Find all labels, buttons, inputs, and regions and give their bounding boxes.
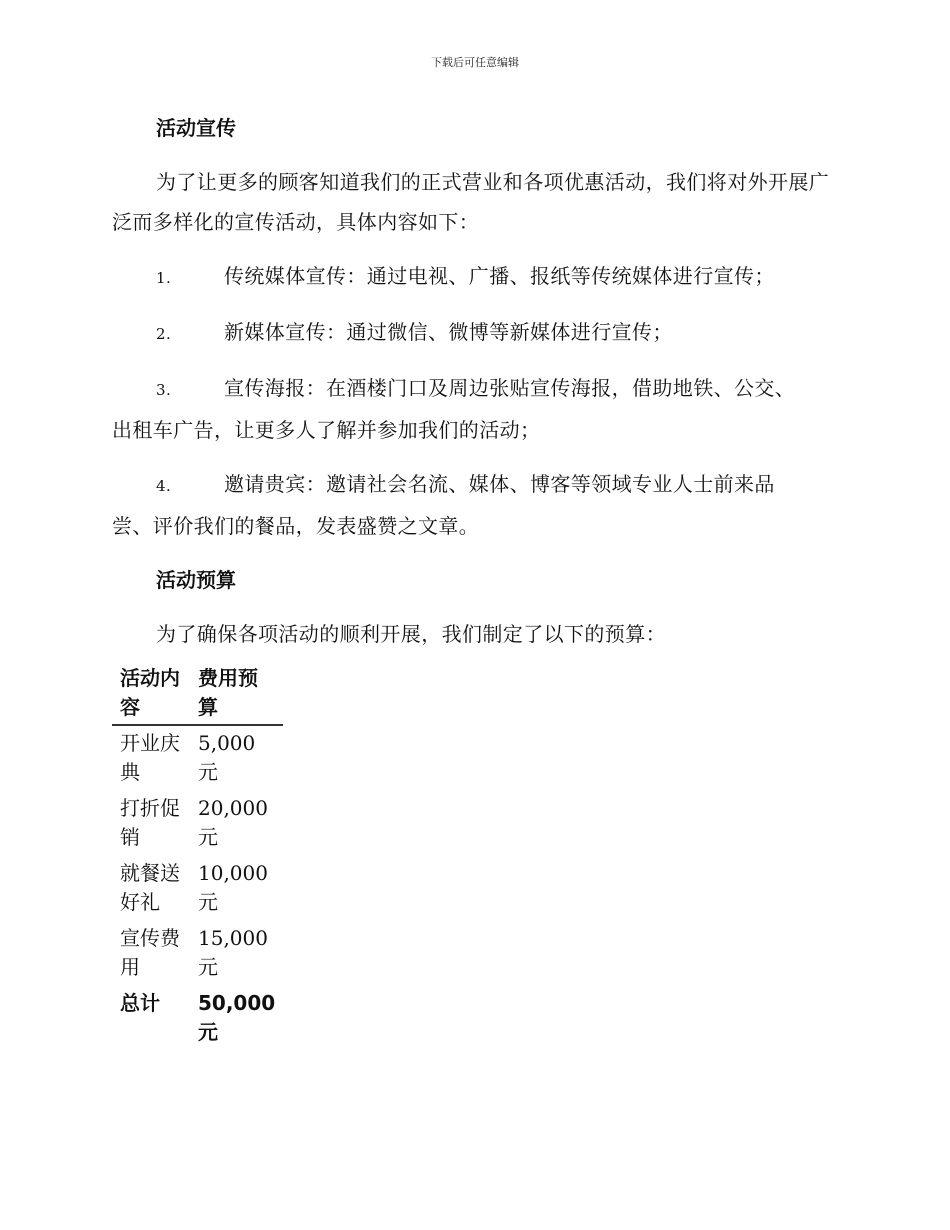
table-header-row — [112, 664, 283, 725]
total-label-cell: 总计 — [120, 991, 160, 1015]
list-number: 2. — [156, 325, 172, 343]
table-row — [112, 856, 283, 921]
list-item — [112, 256, 838, 298]
cost-cell: 10,000 元 — [198, 861, 268, 914]
list-item-text: 宣传海报：在酒楼门口及周边张贴宣传海报，借助地铁、公交、 — [224, 376, 796, 400]
list-item — [112, 368, 838, 450]
cost-cell: 20,000 元 — [198, 796, 268, 849]
list-item-continuation: 尝、评价我们的餐品，发表盛赞之文章。 — [112, 514, 480, 538]
header-note: 下载后可任意编辑 — [431, 56, 519, 69]
activity-cell: 就餐送好礼 — [120, 861, 180, 914]
budget-table — [112, 664, 283, 1051]
table-row — [112, 921, 283, 986]
section-heading-budget: 活动预算 — [156, 568, 236, 592]
list-number: 3. — [156, 381, 172, 399]
column-header-activity: 活动内容 — [112, 664, 190, 725]
cost-cell: 15,000 元 — [198, 926, 268, 979]
table-row — [112, 725, 283, 791]
activity-cell: 宣传费用 — [120, 926, 180, 979]
list-item — [112, 312, 838, 354]
list-number: 4. — [156, 477, 172, 495]
column-header-cost: 费用预算 — [190, 664, 283, 725]
list-item — [112, 464, 838, 546]
list-item-continuation: 出租车广告，让更多人了解并参加我们的活动； — [112, 418, 541, 442]
list-number: 1. — [156, 269, 172, 287]
activity-cell: 开业庆典 — [120, 731, 180, 784]
budget-intro: 为了确保各项活动的顺利开展，我们制定了以下的预算： — [156, 622, 666, 646]
table-total-row — [112, 986, 283, 1051]
list-item-text: 邀请贵宾：邀请社会名流、媒体、博客等领域专业人士前来品 — [224, 472, 775, 496]
table-row — [112, 791, 283, 856]
document-body — [112, 108, 838, 1051]
cost-cell: 5,000 元 — [198, 731, 256, 784]
activity-cell: 打折促销 — [120, 796, 180, 849]
total-cost-cell: 50,000 元 — [198, 991, 276, 1044]
promotion-intro: 为了让更多的顾客知道我们的正式营业和各项优惠活动，我们将对外开展广泛而多样化的宣传活动，具体内容如下： — [112, 170, 830, 234]
list-item-text: 传统媒体宣传：通过电视、广播、报纸等传统媒体进行宣传； — [224, 264, 775, 288]
section-heading-promotion: 活动宣传 — [156, 116, 236, 140]
list-item-text: 新媒体宣传：通过微信、微博等新媒体进行宣传； — [224, 320, 673, 344]
